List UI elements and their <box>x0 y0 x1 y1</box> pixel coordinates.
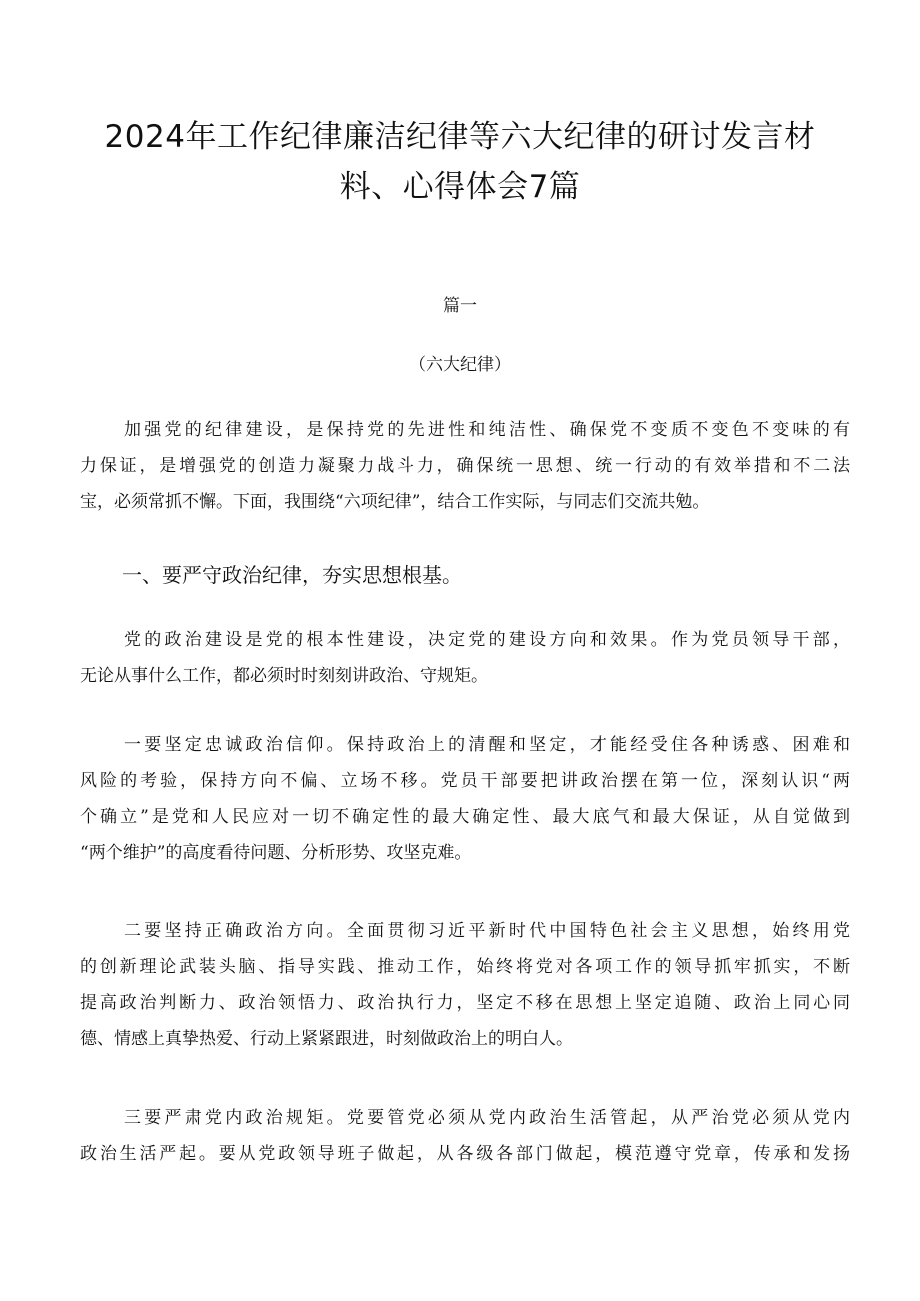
title-line-2: 料、心得体会7篇 <box>339 169 581 205</box>
section-label: 篇一 <box>443 296 477 316</box>
paragraph-point-two <box>80 913 850 1057</box>
paragraph-line: 三要严肃党内政治规矩。党要管党必须从党内政治生活管起，从严治党必须从党内 <box>124 1108 850 1128</box>
paragraph-line: 提高政治判断力、政治领悟力、政治执行力，坚定不移在思想上坚定追随、政治上同心同 <box>80 993 850 1013</box>
paragraph-line: 力保证，是增强党的创造力凝聚力战斗力，确保统一思想、统一行动的有效举措和不二法 <box>80 456 850 476</box>
paragraph-point-one <box>80 727 850 871</box>
paragraph-line: 政治生活严起。要从党政领导班子做起，从各级各部门做起，模范遵守党章，传承和发扬 <box>80 1144 850 1164</box>
paragraph-line: 无论从事什么工作，都必须时时刻刻讲政治、守规矩。 <box>80 666 488 686</box>
paragraph-line: 加强党的纪律建设，是保持党的先进性和纯洁性、确保党不变质不变色不变味的有 <box>124 420 850 440</box>
section-heading: 一、要严守政治纪律，夯实思想根基。 <box>122 563 462 587</box>
paragraph-line: 一要坚定忠诚政治信仰。保持政治上的清醒和坚定，才能经受住各种诱惑、困难和 <box>124 735 850 755</box>
paragraph-line: 德、情感上真挚热爱、行动上紧紧跟进，时刻做政治上的明白人。 <box>80 1029 573 1049</box>
paragraph-line: “两个维护”的高度看待问题、分析形势、攻坚克难。 <box>80 843 472 863</box>
paragraph-intro <box>80 412 850 520</box>
document-title <box>60 112 860 212</box>
title-line-1: 2024年工作纪律廉洁纪律等六大纪律的研讨发言材 <box>104 119 816 155</box>
paragraph-line: 二要坚持正确政治方向。全面贯彻习近平新时代中国特色社会主义思想，始终用党 <box>124 921 850 941</box>
paragraph-line: 个确立”是党和人民应对一切不确定性的最大确定性、最大底气和最大保证，从自觉做到 <box>80 807 850 827</box>
paragraph-line: 宝，必须常抓不懈。下面，我围绕“六项纪律”，结合工作实际，与同志们交流共勉。 <box>80 492 710 512</box>
paragraph-line: 的创新理论武装头脑、指导实践、推动工作，始终将党对各项工作的领导抓牢抓实，不断 <box>80 957 850 977</box>
paragraph-political-building <box>80 622 850 694</box>
paragraph-line: 党的政治建设是党的根本性建设，决定党的建设方向和效果。作为党员领导干部， <box>124 630 850 650</box>
paragraph-point-three <box>80 1100 850 1172</box>
section-subtitle: （六大纪律） <box>409 355 511 375</box>
paragraph-line: 风险的考验，保持方向不偏、立场不移。党员干部要把讲政治摆在第一位，深刻认识“两 <box>80 771 850 791</box>
